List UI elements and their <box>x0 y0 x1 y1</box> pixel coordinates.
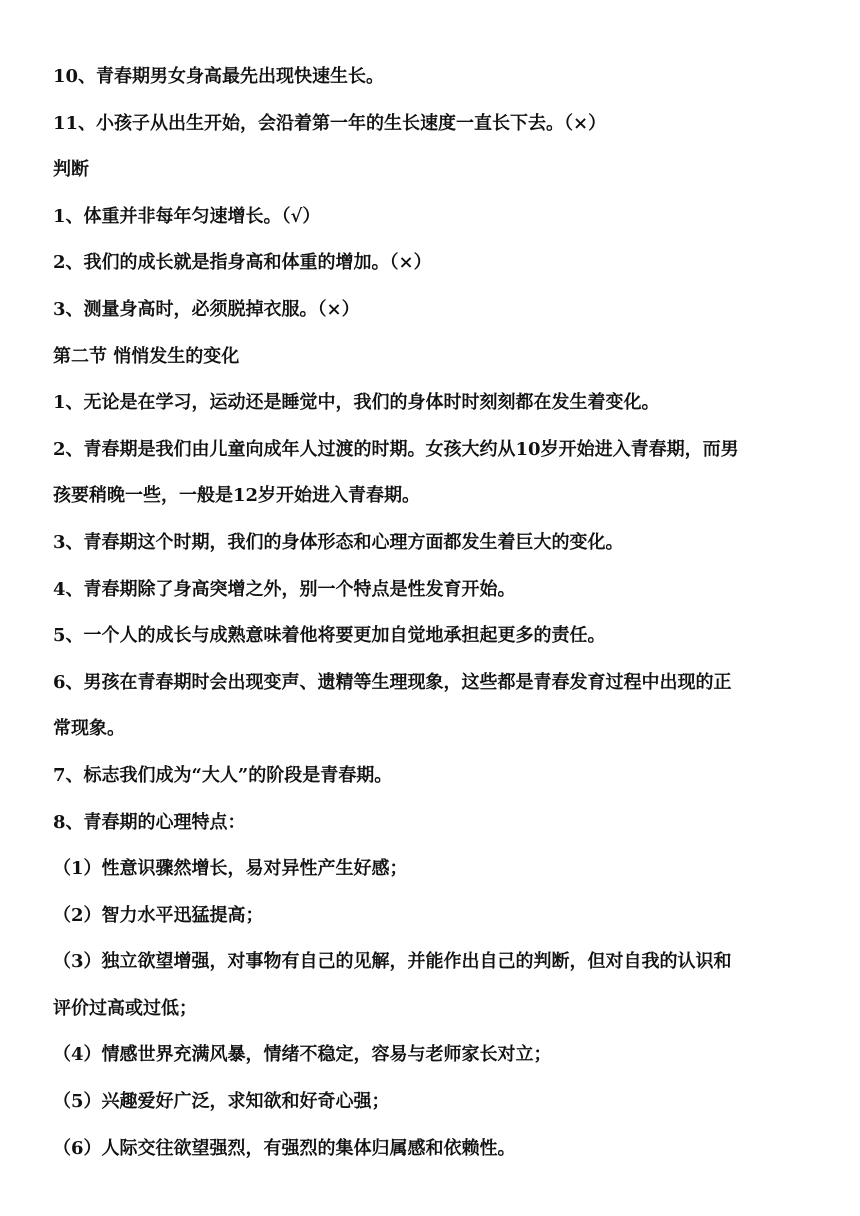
text-line-s2-item-4: 4、青春期除了身高突增之外，别一个特点是性发育开始。 <box>53 578 516 600</box>
text-line-trait-1: （1）性意识骤然增长，易对异性产生好感； <box>53 858 408 880</box>
text-line-s2-item-8: 8、青春期的心理特点： <box>53 811 246 833</box>
text-line-s2-item-6a: 6、男孩在青春期时会出现变声、遗精等生理现象，这些都是青春发育过程中出现的正 <box>53 671 732 693</box>
text-line-trait-4: （4）情感世界充满风暴，情绪不稳定，容易与老师家长对立； <box>53 1044 552 1066</box>
text-line-judgement-2: 2、我们的成长就是指身高和体重的增加。（×） <box>53 252 432 274</box>
document-body <box>53 54 813 1172</box>
text-line-s2-item-3: 3、青春期这个时期，我们的身体形态和心理方面都发生着巨大的变化。 <box>53 531 624 553</box>
text-line-q10: 10、青春期男女身高最先出现快速生长。 <box>53 66 385 87</box>
text-line-trait-3a: （3）独立欲望增强，对事物有自己的见解，并能作出自己的判断，但对自我的认识和 <box>53 951 732 973</box>
text-line-s2-item-2b: 孩要稍晚一些，一般是12岁开始进入青春期。 <box>53 485 421 507</box>
text-line-trait-2: （2）智力水平迅猛提高； <box>53 904 264 926</box>
text-line-s2-item-1: 1、无论是在学习，运动还是睡觉中，我们的身体时时刻刻都在发生着变化。 <box>53 392 660 414</box>
section-heading-judgement: 判断 <box>53 159 89 181</box>
text-line-q11: 11、小孩子从出生开始，会沿着第一年的生长速度一直长下去。（×） <box>53 112 607 134</box>
section-heading-section-2: 第二节 悄悄发生的变化 <box>53 345 240 367</box>
text-line-s2-item-6b: 常现象。 <box>53 718 125 740</box>
text-line-trait-5: （5）兴趣爱好广泛，求知欲和好奇心强； <box>53 1091 390 1113</box>
text-line-s2-item-2a: 2、青春期是我们由儿童向成年人过渡的时期。女孩大约从10岁开始进入青春期，而男 <box>53 438 739 460</box>
text-line-s2-item-7: 7、标志我们成为“大人”的阶段是青春期。 <box>53 764 393 786</box>
text-line-judgement-3: 3、测量身高时，必须脱掉衣服。（×） <box>53 298 360 320</box>
text-line-trait-3b: 评价过高或过低； <box>53 997 197 1019</box>
text-line-trait-6: （6）人际交往欲望强烈，有强烈的集体归属感和依赖性。 <box>53 1137 516 1159</box>
text-line-s2-item-5: 5、一个人的成长与成熟意味着他将要更加自觉地承担起更多的责任。 <box>53 625 606 647</box>
text-line-judgement-1: 1、体重并非每年匀速增长。（√） <box>53 205 321 227</box>
